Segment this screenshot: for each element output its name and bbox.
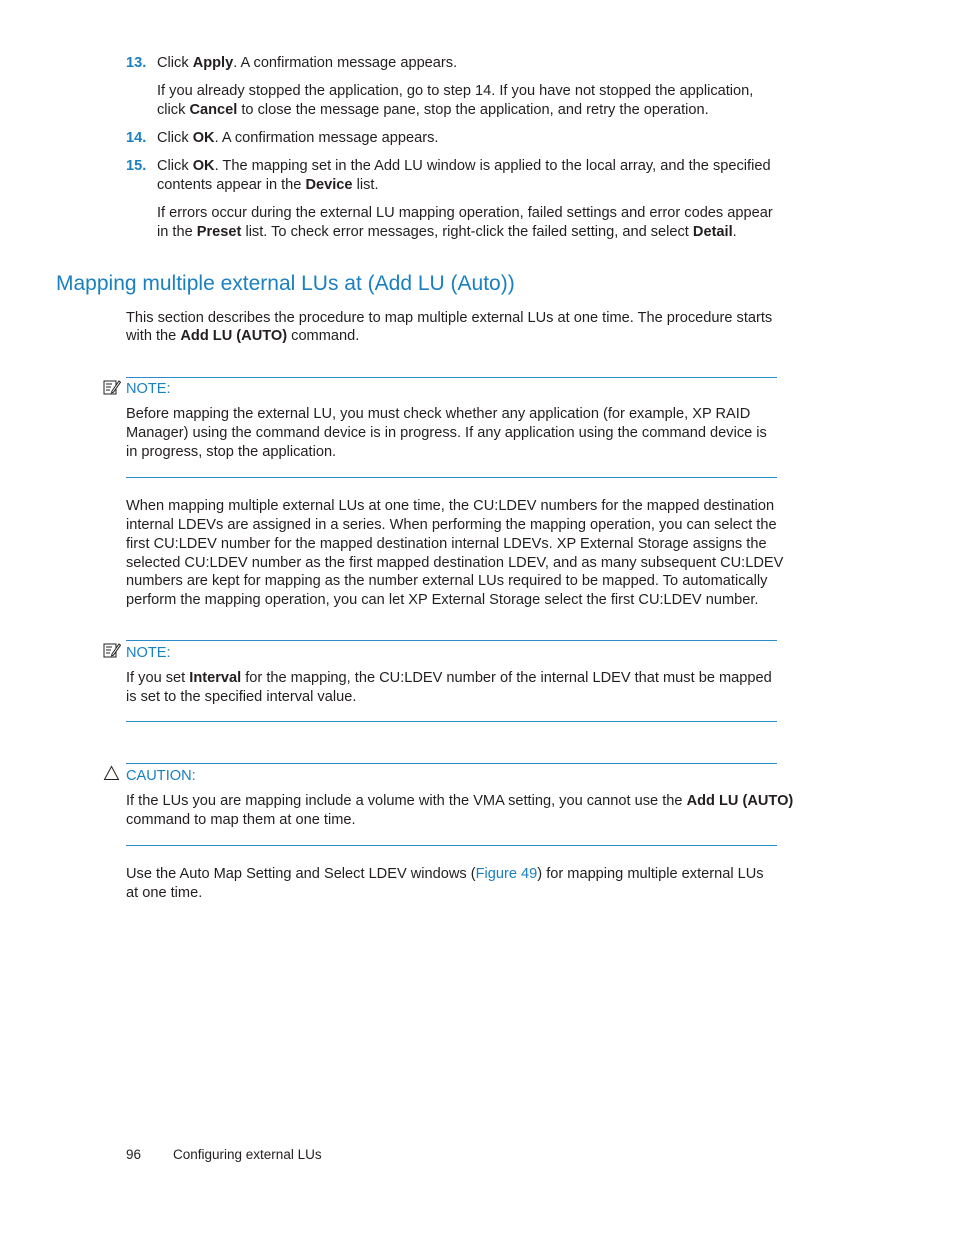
text-segment: Manager) using the command device is in progress. If any application using the command device is [126,425,767,441]
figure-link[interactable]: Figure 49 [475,866,538,882]
text-segment: ) for mapping multiple external LUs [537,866,764,882]
intro-line [126,309,772,328]
step-detail-line [157,204,773,223]
text-segment: Click [157,130,193,146]
note-label: NOTE: [126,381,171,397]
body-line [126,572,767,591]
text-segment: Before mapping the external LU, you must check whether any application (for example, XP RAID [126,406,751,422]
text-segment: This section describes the procedure to map multiple external LUs at one time. The procedure starts [126,310,773,326]
bold-term: Detail [692,224,733,240]
intro-line [126,327,359,346]
bold-term: Preset [196,224,242,240]
bold-term: Add LU (AUTO) [180,328,288,344]
text-segment: is set to the specified interval value. [126,689,357,705]
text-segment: If errors occur during the external LU mapping operation, failed settings and error codes appear [157,205,773,221]
note-label: NOTE: [126,645,171,661]
body-line [126,865,764,884]
text-segment: When mapping multiple external LUs at one time, the CU:LDEV numbers for the mapped destination [126,498,775,514]
caution-label: CAUTION: [126,768,196,784]
page-number: 96 [126,1147,142,1162]
bold-term: Cancel [189,102,238,118]
step-number: 15. [126,158,147,174]
note-text-line [126,424,767,443]
text-segment: selected CU:LDEV number as the first mapped destination LDEV, and as many subsequent CU:LDEV [126,555,784,571]
text-segment: to close the message pane, stop the application, and retry the operation. [237,102,709,118]
note-top-rule [126,640,777,641]
text-segment: Click [157,158,193,174]
text-segment: If the LUs you are mapping include a volume with the VMA setting, you cannot use the [126,793,687,809]
text-segment: list. [352,177,379,193]
text-segment: in progress, stop the application. [126,444,337,460]
text-segment: Click [157,55,193,71]
bold-term: OK [192,130,215,146]
text-segment: perform the mapping operation, you can let XP External Storage select the first CU:LDEV number. [126,592,759,608]
text-segment: . The mapping set in the Add LU window is applied to the local array, and the specified [214,158,771,174]
bold-term: Device [305,177,353,193]
text-segment: first CU:LDEV number for the mapped destination internal LDEVs. XP External Storage assigns the [126,536,767,552]
step-number: 14. [126,130,147,146]
text-segment: If you set [126,670,190,686]
text-segment: for the mapping, the CU:LDEV number of the internal LDEV that must be mapped [241,670,772,686]
text-segment: list. To check error messages, right-click the failed setting, and select [241,224,693,240]
text-segment: internal LDEVs are assigned in a series. When performing the mapping operation, you can select the [126,517,777,533]
text-segment: . A confirmation message appears. [214,130,439,146]
bold-term: Apply [192,55,234,71]
note-text-line [126,669,772,688]
note-bottom-rule [126,721,777,722]
step-text-continued [157,176,379,195]
note-text-line [126,688,356,707]
note-pencil-icon [103,379,121,396]
step-text [157,129,438,148]
note-top-rule [126,377,777,378]
step-number: 13. [126,55,147,71]
text-segment: in the [157,224,197,240]
text-segment: click [157,102,190,118]
body-line [126,554,783,573]
footer-section-title: Configuring external LUs [173,1147,322,1162]
caution-top-rule [126,763,777,764]
step-text [157,157,771,176]
text-segment: with the [126,328,181,344]
caution-text-line [126,811,356,830]
step-detail-line [157,101,709,120]
text-segment: at one time. [126,885,203,901]
caution-triangle-icon [103,765,120,781]
step-detail-line [157,223,737,242]
text-segment: . A confirmation message appears. [233,55,458,71]
note-text-line [126,405,750,424]
text-segment: . [732,224,737,240]
caution-bottom-rule [126,845,777,846]
text-segment: numbers are kept for mapping as the number external LUs required to be mapped. To automatically [126,573,768,589]
section-heading: Mapping multiple external LUs at (Add LU (Auto)) [56,272,515,295]
text-segment: command. [287,328,360,344]
body-line [126,497,774,516]
text-segment: command to map them at one time. [126,812,356,828]
body-line [126,591,758,610]
bold-term: Add LU (AUTO) [686,793,794,809]
text-segment: contents appear in the [157,177,306,193]
note-bottom-rule [126,477,777,478]
text-segment: If you already stopped the application, go to step 14. If you have not stopped the application, [157,83,754,99]
note-pencil-icon [103,642,121,659]
bold-term: OK [192,158,215,174]
body-line [126,516,777,535]
caution-text-line [126,792,793,811]
note-text-line [126,443,336,462]
body-line [126,535,767,554]
step-detail-line [157,82,753,101]
step-text [157,54,457,73]
bold-term: Interval [189,670,242,686]
body-line [126,884,202,903]
text-segment: Use the Auto Map Setting and Select LDEV windows ( [126,866,476,882]
